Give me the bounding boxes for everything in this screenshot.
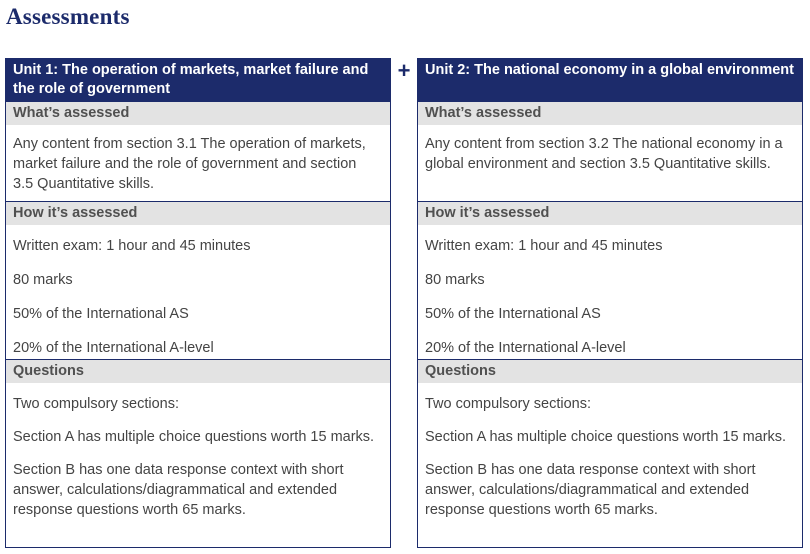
- section-text: Any content from section 3.1 The operation of markets, market failure and the role of government and section 3.5 Quantitative skills.: [13, 136, 366, 192]
- section-text: Any content from section 3.2 The national economy in a global environment and section 3.5 Quantitative skills.: [425, 136, 783, 172]
- plus-icon: +: [397, 58, 411, 83]
- list-item: Written exam: 1 hour and 45 minutes: [425, 238, 663, 254]
- list-item: Written exam: 1 hour and 45 minutes: [13, 238, 251, 254]
- list-item: Section A has multiple choice questions worth 15 marks.: [13, 429, 375, 445]
- questions-section: [418, 359, 802, 520]
- section-heading: Questions: [418, 360, 802, 383]
- unit-2-panel: [417, 58, 803, 548]
- list-item: Two compulsory sections:: [425, 396, 592, 412]
- unit-header: Unit 1: The operation of markets, market failure and the role of government: [6, 59, 390, 101]
- how-assessed-section: [6, 201, 390, 359]
- whats-assessed-section: [6, 101, 390, 201]
- page-title: Assessments: [6, 4, 130, 29]
- list-item: 20% of the International A-level: [425, 340, 626, 356]
- section-heading: How it’s assessed: [6, 202, 390, 225]
- list-item: 80 marks: [425, 272, 485, 288]
- unit-header: Unit 2: The national economy in a global environment: [418, 59, 802, 101]
- list-item: 50% of the International AS: [425, 306, 601, 322]
- section-heading: Questions: [6, 360, 390, 383]
- list-item: 20% of the International A-level: [13, 340, 214, 356]
- list-item: Section B has one data response context with short answer, calculations/diagrammatical and extended response questions worth 65 marks.: [425, 462, 756, 518]
- questions-section: [6, 359, 390, 520]
- list-item: 50% of the International AS: [13, 306, 189, 322]
- section-heading: What’s assessed: [418, 102, 802, 125]
- unit-1-panel: [5, 58, 391, 548]
- list-item: Two compulsory sections:: [13, 396, 180, 412]
- how-assessed-section: [418, 201, 802, 359]
- list-item: Section A has multiple choice questions worth 15 marks.: [425, 429, 787, 445]
- list-item: Section B has one data response context with short answer, calculations/diagrammatical and extended response questions worth 65 marks.: [13, 462, 344, 518]
- section-heading: What’s assessed: [6, 102, 390, 125]
- list-item: 80 marks: [13, 272, 73, 288]
- section-heading: How it’s assessed: [418, 202, 802, 225]
- whats-assessed-section: [418, 101, 802, 201]
